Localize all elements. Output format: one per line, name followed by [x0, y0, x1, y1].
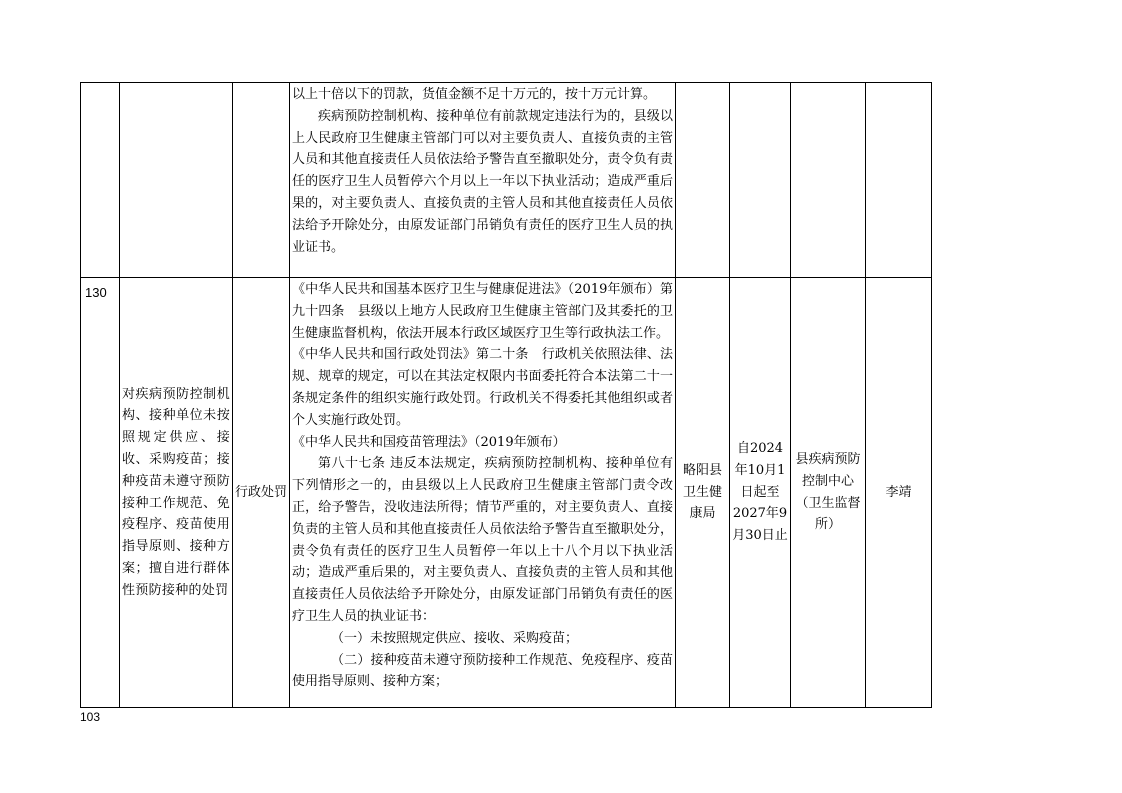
contact-person: 李靖: [866, 278, 932, 708]
period-cell: [730, 83, 791, 278]
basis-paragraph: （一）未按照规定供应、接收、采购疫苗；: [331, 630, 579, 646]
item-name: 对疾病预防控制机构、接种单位未按照规定供应、接收、采购疫苗；接种疫苗未遵守预防接种工作规范、免疫程序、疫苗使用指导原则、接种方案；擅自进行群体性预防接种的处罚: [120, 278, 233, 708]
number-cell: [81, 83, 120, 278]
table-row: [81, 83, 932, 278]
table-row: [81, 278, 932, 708]
basis-paragraph: 以上十倍以下的罚款，货值金额不足十万元的，按十万元计算。: [292, 87, 657, 102]
basis-paragraph: 第八十七条 违反本法规定，疾病预防控制机构、接种单位有下列情形之一的，由县级以上人民政府卫生健康主管部门责令改正，给予警告，没收违法所得；情节严重的，对主要负责人、直接负责的主管人员和其他直接责任人员依法给予警告直至撤职处分，责令负有责任的医疗卫生人员暂停一年以上十八个月以下执业活动；造成严重后果的，对主要负责人、直接负责的主管人员和其他直接责任人员依法给予开除处分，由原发证部门吊销负有责任的医疗卫生人员的执业证书：: [292, 456, 673, 624]
page-number: 103: [80, 710, 101, 724]
category-cell: [233, 83, 290, 278]
entrusting-agency: 略阳县卫生健康局: [676, 278, 730, 708]
basis-paragraph: 疾病预防控制机构、接种单位有前款规定违法行为的，县级以上人民政府卫生健康主管部门可以对主要负责人、直接负责的主管人员和其他直接责任人员依法给予警告直至撤职处分，责令负有责任的医疗卫生人员暂停六个月以上一年以下执业活动；造成严重后果的，对主要负责人、直接负责的主管人员和其他直接责任人员依法给予开除处分，由原发证部门吊销负有责任的医疗卫生人员的执业证书。: [292, 108, 673, 255]
entrustment-table: [80, 82, 932, 708]
legal-basis-cell: [290, 278, 676, 708]
item-name-cell: [120, 83, 233, 278]
basis-paragraph: （二）接种疫苗未遵守预防接种工作规范、免疫程序、疫苗使用指导原则、接种方案；: [292, 652, 673, 690]
basis-paragraph: 《中华人民共和国行政处罚法》第二十条 行政机关依照法律、法规、规章的规定，可以在其法定权限内书面委托符合本法第二十一条规定条件的组织实施行政处罚。行政机关不得委托其他组织或者个人实施行政处罚。: [292, 347, 673, 428]
legal-basis-cell: [290, 83, 676, 278]
basis-paragraph: 《中华人民共和国基本医疗卫生与健康促进法》（2019年颁布）第九十四条 县级以上地方人民政府卫生健康主管部门及其委托的卫生健康监督机构，依法开展本行政区域医疗卫生等行政执法工作。: [292, 282, 673, 341]
row-number: 130: [81, 278, 120, 708]
contact-cell: [866, 83, 932, 278]
entrusting-agency-cell: [676, 83, 730, 278]
entrusted-org-cell: [791, 83, 866, 278]
basis-paragraph: 《中华人民共和国疫苗管理法》（2019年颁布）: [292, 434, 566, 450]
item-category: 行政处罚: [233, 278, 290, 708]
entrustment-period: 自2024年10月1日起至2027年9月30日止: [730, 278, 791, 708]
entrusted-organization: 县疾病预防控制中心（卫生监督所）: [791, 278, 866, 708]
